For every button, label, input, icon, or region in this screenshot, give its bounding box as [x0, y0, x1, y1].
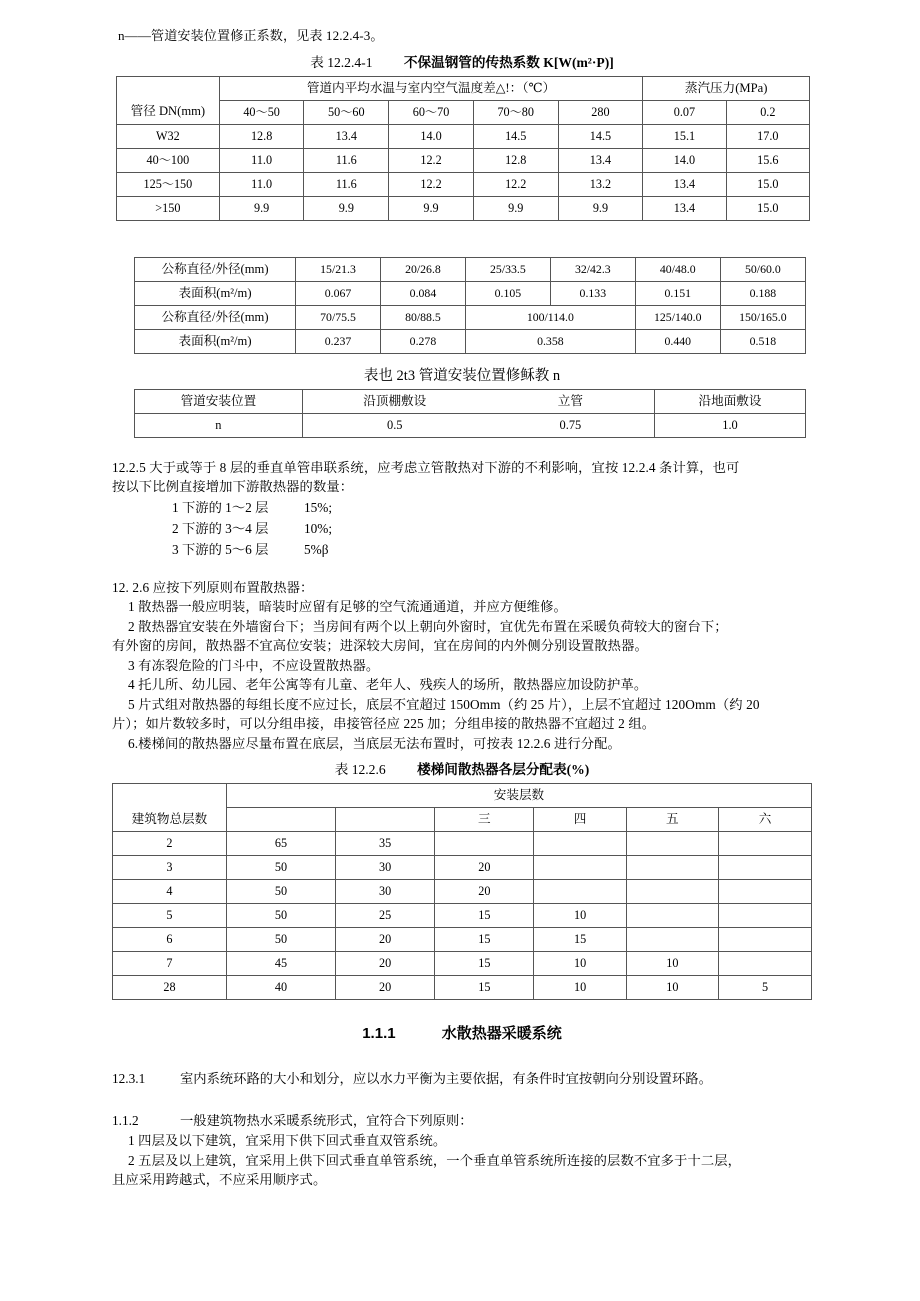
table-diameter-area-b2-area-0: 0.237 [296, 329, 381, 353]
table-diameter-area-b1-area-4: 0.151 [635, 281, 720, 305]
table-12-2-4-1-row-1-val-0: 11.0 [219, 148, 304, 172]
table-12-2-4-1-temp-col-1: 50～60 [304, 100, 389, 124]
table-12-2-6-row-6-val-4: 10 [626, 976, 718, 1000]
table-12-2-6-row-6-total: 28 [113, 976, 227, 1000]
table-diameter-area-row-dn-1 [135, 257, 806, 281]
table-12-2-6-row-0-val-4 [626, 832, 718, 856]
label-text-diameter-1: 公称直径/外径(mm) [161, 261, 269, 276]
table-12-2-6-floor-col-4: 五 [626, 808, 718, 832]
table-12-2-4-1-row-0-val-4: 14.5 [558, 124, 643, 148]
table-12-2-6-row-1-val-2: 20 [435, 856, 534, 880]
table-12-2-4-1-temp-col-3: 70～80 [473, 100, 558, 124]
clause-12-2-6-item-2: 3 有冻裂危险的门斗中，不应设置散热器。 [128, 657, 380, 673]
table-row [117, 124, 810, 148]
clause-12-2-5-item-0 [112, 497, 812, 518]
clause-12-2-6-item-3: 4 托儿所、幼儿园、老年公寓等有儿童、老年人、残疾人的场所，散热器应加设防护革。 [128, 677, 648, 692]
clause-12-2-6-item-1: 2 散热器宜安装在外墙窗台下；当房间有两个以上朝向外窗时，宜优先布置在采暖负荷较大的窗台下； [128, 618, 728, 634]
table-12-2-6-row-5-val-4: 10 [626, 952, 718, 976]
table-12-2-6-row-5-val-2: 15 [435, 952, 534, 976]
table-row [113, 904, 812, 928]
table-diameter-area-b1-area-2: 0.105 [465, 281, 550, 305]
clause-12-2-5-item-2-value: 5%β [304, 541, 329, 557]
gap-before-clause-1-1-2 [112, 1089, 812, 1111]
table-12-2-6-floor-col-3: 四 [534, 808, 626, 832]
table-12-2-4-1-row-2-val-6: 15.0 [726, 172, 809, 196]
table-12-2-4-1-row-3-val-3: 9.9 [473, 196, 558, 220]
table-diameter-area-b1-dn-5: 50/60.0 [720, 257, 805, 281]
table-12-2-4-1-caption-number: 表 12.2.4-1 [310, 54, 373, 70]
table-correction-value-2: 0.75 [487, 413, 655, 437]
table-diameter-area-b1-dn-0: 15/21.3 [296, 257, 381, 281]
clause-12-2-6-item-4-cont: 片）；如片数较多时，可以分组串接，串接管径应 225 加；分组串接的散热器不宜超过 2 组。 [112, 716, 656, 731]
table-diameter-area-b2-area-3: 0.440 [635, 329, 720, 353]
table-12-2-6-row-0-val-0: 65 [226, 832, 335, 856]
page-title [112, 1016, 812, 1049]
table-row [113, 856, 812, 880]
table-correction-header-0: 管道安装位置 [135, 389, 303, 413]
clause-12-2-6-item-5: 6.楼梯间的散热器应尽量布置在底层，当底层无法布置时，可按表 12.2.6 进行分配。 [128, 735, 621, 751]
table-12-2-4-1-row-2-val-2: 12.2 [389, 172, 474, 196]
table-diameter-area-b1-dn-2: 25/33.5 [465, 257, 550, 281]
table-diameter-area-wrapper [134, 257, 806, 354]
clause-12-2-5-item-2 [112, 539, 812, 560]
table-diameter-area-b1-area-5: 0.188 [720, 281, 805, 305]
table-12-2-6-corner-blank [113, 784, 227, 808]
table-12-2-6-row-4-val-5 [718, 928, 811, 952]
clause-12-2-6-item-4: 5 片式组对散热器的每组长度不应过长，底层不宜超过 150Omm（约 25 片），上层不宜超过 120Omm（约 20 [128, 696, 760, 712]
table-12-2-6-row-5-val-0: 45 [226, 952, 335, 976]
table-12-2-4-1-row-0-val-2: 14.0 [389, 124, 474, 148]
table-row [113, 832, 812, 856]
table-12-2-6-group-header: 安装层数 [226, 784, 811, 808]
table-12-2-4-1-temp-col-0: 40～50 [219, 100, 304, 124]
table-12-2-6-row-0-total: 2 [113, 832, 227, 856]
table-12-2-4-1-row-2-val-5: 13.4 [643, 172, 726, 196]
table-12-2-6-row-1-val-0: 50 [226, 856, 335, 880]
clause-12-2-5-item-1-label: 2 下游的 3～4 层 [172, 520, 269, 536]
table-12-2-6-row-5-val-3: 10 [534, 952, 626, 976]
table-12-2-6-row-0-val-2 [435, 832, 534, 856]
table-12-2-6-row-1-total: 3 [113, 856, 227, 880]
clause-1-1-2-text: 一般建筑物热水采暖系统形式，宜符合下列原则： [180, 1113, 473, 1128]
table-12-2-6-row-3-val-3: 10 [534, 904, 626, 928]
table-row [113, 952, 812, 976]
table-12-2-4-1-group-header-row [117, 76, 810, 100]
table-12-2-4-1-row-3-dn: >150 [117, 196, 220, 220]
clause-1-1-2-number: 1.1.2 [112, 1113, 139, 1128]
clause-12-2-6-item-0: 1 散热器一般应明装，暗装时应留有足够的空气流通通道，并应方便维修。 [128, 599, 567, 614]
table-correction-factor [134, 389, 806, 438]
table-diameter-area-b2-dn-1: 80/88.5 [380, 305, 465, 329]
clause-12-3-1-number: 12.3.1 [112, 1071, 146, 1086]
table-12-2-6-row-2-val-1: 30 [335, 880, 434, 904]
table-12-2-4-1-temp-group-header: 管道内平均水温与室内空气温度差△!：（℃） [219, 76, 643, 100]
table-diameter-area-b2-dn-0: 70/75.5 [296, 305, 381, 329]
table-correction-header-3: 沿地面敷设 [655, 389, 806, 413]
table-correction-header-row [135, 389, 806, 413]
table-12-2-6-row-6-val-2: 15 [435, 976, 534, 1000]
table-diameter-area-b1-area-0: 0.067 [296, 281, 381, 305]
table-row [117, 196, 810, 220]
table-12-2-4-1-subheader-row [117, 100, 810, 124]
table-diameter-area [134, 257, 806, 354]
clause-1-1-2-item-1-cont: 且应采用跨越式，不应采用顺序式。 [112, 1172, 327, 1187]
table-diameter-area-b2-area-2: 0.358 [465, 329, 635, 353]
table-12-2-6-row-6-val-3: 10 [534, 976, 626, 1000]
table-12-2-4-1-row-3-val-5: 13.4 [643, 196, 726, 220]
table-12-2-6-row-3-val-1: 25 [335, 904, 434, 928]
table-12-2-6-floor-col-5: 六 [718, 808, 811, 832]
table-12-2-4-1-row-1-val-6: 15.6 [726, 148, 809, 172]
table-12-2-6-row-6-val-0: 40 [226, 976, 335, 1000]
table-diameter-area-b1-area-1: 0.084 [380, 281, 465, 305]
table-12-2-6-row-2-val-3 [534, 880, 626, 904]
table-12-2-4-1-row-3-val-4: 9.9 [558, 196, 643, 220]
table-diameter-area-row-area-2 [135, 329, 806, 353]
gap-before-clause-12-2-6 [112, 560, 812, 578]
table-12-2-4-1-row-1-dn: 40～100 [117, 148, 220, 172]
gap-before-table3-caption [112, 354, 812, 363]
table-12-2-6-row-1-val-1: 30 [335, 856, 434, 880]
table-12-2-6-row-0-val-1: 35 [335, 832, 434, 856]
table-12-2-4-1-corner-blank [117, 76, 220, 100]
clause-12-2-5-item-1-value: 10%; [304, 520, 333, 536]
table-diameter-area-label-area-2 [135, 329, 296, 353]
table-12-2-6-subheader-row [113, 808, 812, 832]
table-12-2-4-1-row-1-val-2: 12.2 [389, 148, 474, 172]
table-12-2-4-1-caption [112, 51, 812, 76]
table-12-2-6-row-1-val-3 [534, 856, 626, 880]
table-diameter-area-label-diameter-1 [135, 257, 296, 281]
table-diameter-area-label-diameter-2 [135, 305, 296, 329]
table-diameter-area-b2-area-4: 0.518 [720, 329, 805, 353]
table-12-2-4-1-row-3-val-6: 15.0 [726, 196, 809, 220]
clause-12-2-5-item-0-value: 15%; [304, 499, 333, 515]
table-12-2-6-row-5-val-1: 20 [335, 952, 434, 976]
table-12-2-6-row-0-val-5 [718, 832, 811, 856]
table-12-2-4-1-row-1-val-1: 11.6 [304, 148, 389, 172]
table-12-2-6-group-header-row [113, 784, 812, 808]
clause-12-2-5-line-2: 按以下比例直接增加下游散热器的数量： [112, 479, 354, 494]
table-12-2-6-row-1-val-4 [626, 856, 718, 880]
table-12-2-4-1-row-2-val-3: 12.2 [473, 172, 558, 196]
table-correction-header-1: 沿顶棚敷设 [302, 389, 487, 413]
table-12-2-4-1-steam-col-0: 0.07 [643, 100, 726, 124]
table-diameter-area-b1-dn-3: 32/42.3 [550, 257, 635, 281]
clause-12-2-5-item-0-label: 1 下游的 1～2 层 [172, 499, 269, 515]
table-12-2-6-row-3-val-5 [718, 904, 811, 928]
table-12-2-4-1-wrapper [116, 76, 810, 221]
table-diameter-area-b1-dn-4: 40/48.0 [635, 257, 720, 281]
clause-12-3-1 [112, 1069, 812, 1089]
table-12-2-6-corner-label: 建筑物总层数 [113, 808, 227, 832]
clause-1-1-2-item-0: 1 四层及以下建筑，宜采用下供下回式垂直双管系统。 [128, 1133, 447, 1148]
table-12-2-6-row-3-total: 5 [113, 904, 227, 928]
label-text-area-2: 表面积(m²/m) [178, 333, 252, 348]
table-12-2-4-1-corner-label: 管径 DN(mm) [117, 100, 220, 124]
table-12-2-6-row-3-val-0: 50 [226, 904, 335, 928]
table-diameter-area-b2-dn-4: 150/165.0 [720, 305, 805, 329]
table-diameter-area-label-area-1 [135, 281, 296, 305]
section-heading-title: 水散热器采暖系统 [441, 1025, 562, 1042]
table-diameter-area-b1-dn-1: 20/26.8 [380, 257, 465, 281]
table-12-2-4-1-row-3-val-2: 9.9 [389, 196, 474, 220]
table-12-2-6-wrapper [112, 783, 812, 1000]
table-correction-wrapper [134, 389, 806, 438]
table-12-2-6-row-4-total: 6 [113, 928, 227, 952]
table-12-2-4-1-row-0-val-5: 15.1 [643, 124, 726, 148]
table-12-2-6-row-3-val-4 [626, 904, 718, 928]
table-row [135, 413, 806, 437]
table-12-2-4-1-row-1-val-5: 14.0 [643, 148, 726, 172]
table-12-2-6-row-4-val-2: 15 [435, 928, 534, 952]
table-12-2-6-caption-title: 楼梯间散热器各层分配表(%) [417, 762, 590, 777]
table-diameter-area-b2-area-1: 0.278 [380, 329, 465, 353]
table-12-2-4-1-row-3-val-0: 9.9 [219, 196, 304, 220]
table-row [113, 880, 812, 904]
table-12-2-6-floor-col-1 [335, 808, 434, 832]
table-12-2-6-row-4-val-0: 50 [226, 928, 335, 952]
table-row [113, 928, 812, 952]
table-12-2-4-1-caption-title: 不保温钢管的传热系数 K[W(m²·P)] [403, 54, 614, 70]
gap-before-clause-12-3-1 [112, 1049, 812, 1069]
table-row [117, 148, 810, 172]
table-12-2-6-row-2-val-0: 50 [226, 880, 335, 904]
section-heading-number: 1.1.1 [362, 1025, 396, 1042]
table-12-2-6-floor-col-0 [226, 808, 335, 832]
table-12-2-6-caption [112, 758, 812, 783]
table-12-2-4-1-steam-col-1: 0.2 [726, 100, 809, 124]
intro-note-line: n——管道安装位置修正系数，见表 12.2.4-3。 [118, 28, 384, 43]
table-12-2-6 [112, 783, 812, 1000]
table-12-2-6-row-0-val-3 [534, 832, 626, 856]
label-text-diameter-2: 公称直径/外径(mm) [161, 309, 269, 324]
table-12-2-4-1 [116, 76, 810, 221]
table-diameter-area-row-dn-2 [135, 305, 806, 329]
table-12-2-4-1-temp-col-4: 280 [558, 100, 643, 124]
table-12-2-6-row-4-val-4 [626, 928, 718, 952]
table-12-2-6-row-6-val-5: 5 [718, 976, 811, 1000]
table-diameter-area-b2-dn-2: 100/114.0 [465, 305, 635, 329]
table-diameter-area-b1-area-3: 0.133 [550, 281, 635, 305]
table-12-2-4-1-row-1-val-4: 13.4 [558, 148, 643, 172]
table-12-2-4-1-row-2-val-4: 13.2 [558, 172, 643, 196]
table-12-2-6-row-3-val-2: 15 [435, 904, 534, 928]
gap-before-clause-12-2-5 [112, 438, 812, 458]
clause-12-2-6-heading: 12. 2.6 应按下列原则布置散热器： [112, 579, 314, 595]
clause-12-3-1-text: 室内系统环路的大小和划分，应以水力平衡为主要依据，有条件时宜按朝向分别设置环路。 [180, 1071, 712, 1086]
table-12-2-4-1-steam-group-header: 蒸汽压力(MPa) [643, 76, 810, 100]
clause-1-1-2 [112, 1111, 812, 1131]
clause-12-2-5-line-1: 12.2.5 大于或等于 8 层的垂直单管串联系统，应考虑立管散热对下游的不利影响，宜按 12.2.4 条计算，也可 [112, 459, 740, 475]
table-correction-value-3: 1.0 [655, 413, 806, 437]
table-12-2-4-1-row-0-val-6: 17.0 [726, 124, 809, 148]
table-12-2-4-1-row-0-dn: W32 [117, 124, 220, 148]
table-12-2-4-1-row-0-val-3: 14.5 [473, 124, 558, 148]
table-12-2-4-1-row-1-val-3: 12.8 [473, 148, 558, 172]
top-spacer [112, 0, 812, 26]
table-12-2-4-1-temp-col-2: 60～70 [389, 100, 474, 124]
table-12-2-6-row-2-total: 4 [113, 880, 227, 904]
clause-12-2-6-item-1-cont: 有外窗的房间，散热器不宜高位安装；进深较大房间，宜在房间的内外侧分别设置散热器。 [112, 638, 648, 653]
table-12-2-4-1-row-2-val-0: 11.0 [219, 172, 304, 196]
table-12-2-4-1-row-2-dn: 125～150 [117, 172, 220, 196]
table-12-2-6-row-1-val-5 [718, 856, 811, 880]
table-correction-value-0: n [135, 413, 303, 437]
table-correction-header-2: 立管 [487, 389, 655, 413]
clause-1-1-2-item-1: 2 五层及以上建筑，宜采用上供下回式垂直单管系统，一个垂直单管系统所连接的层数不宜多于十二层， [128, 1152, 742, 1168]
clause-12-2-5-item-1 [112, 518, 812, 539]
table-12-2-6-floor-col-2: 三 [435, 808, 534, 832]
table-correction-caption: 表也 2t3 管道安装位置修稣教 n [363, 367, 561, 384]
clause-12-2-5-item-2-label: 3 下游的 5～6 层 [172, 541, 269, 557]
table-12-2-6-row-2-val-5 [718, 880, 811, 904]
table-12-2-4-1-row-3-val-1: 9.9 [304, 196, 389, 220]
table-12-2-4-1-row-0-val-1: 13.4 [304, 124, 389, 148]
table-diameter-area-b2-dn-3: 125/140.0 [635, 305, 720, 329]
table-diameter-area-row-area-1 [135, 281, 806, 305]
gap-between-table1-table2 [112, 221, 812, 257]
table-correction-value-1: 0.5 [302, 413, 487, 437]
table-12-2-4-1-row-2-val-1: 11.6 [304, 172, 389, 196]
table-12-2-4-1-row-0-val-0: 12.8 [219, 124, 304, 148]
table-12-2-6-row-2-val-4 [626, 880, 718, 904]
table-row [113, 976, 812, 1000]
table-12-2-6-row-4-val-1: 20 [335, 928, 434, 952]
table-12-2-6-row-5-val-5 [718, 952, 811, 976]
table-12-2-6-row-5-total: 7 [113, 952, 227, 976]
gap-before-section-heading [112, 1000, 812, 1016]
table-12-2-6-row-6-val-1: 20 [335, 976, 434, 1000]
page-content [112, 0, 812, 1190]
label-text-area-1: 表面积(m²/m) [178, 285, 252, 300]
table-12-2-6-row-2-val-2: 20 [435, 880, 534, 904]
table-12-2-6-row-4-val-3: 15 [534, 928, 626, 952]
table-row [117, 172, 810, 196]
table-12-2-6-caption-number: 表 12.2.6 [334, 762, 386, 777]
